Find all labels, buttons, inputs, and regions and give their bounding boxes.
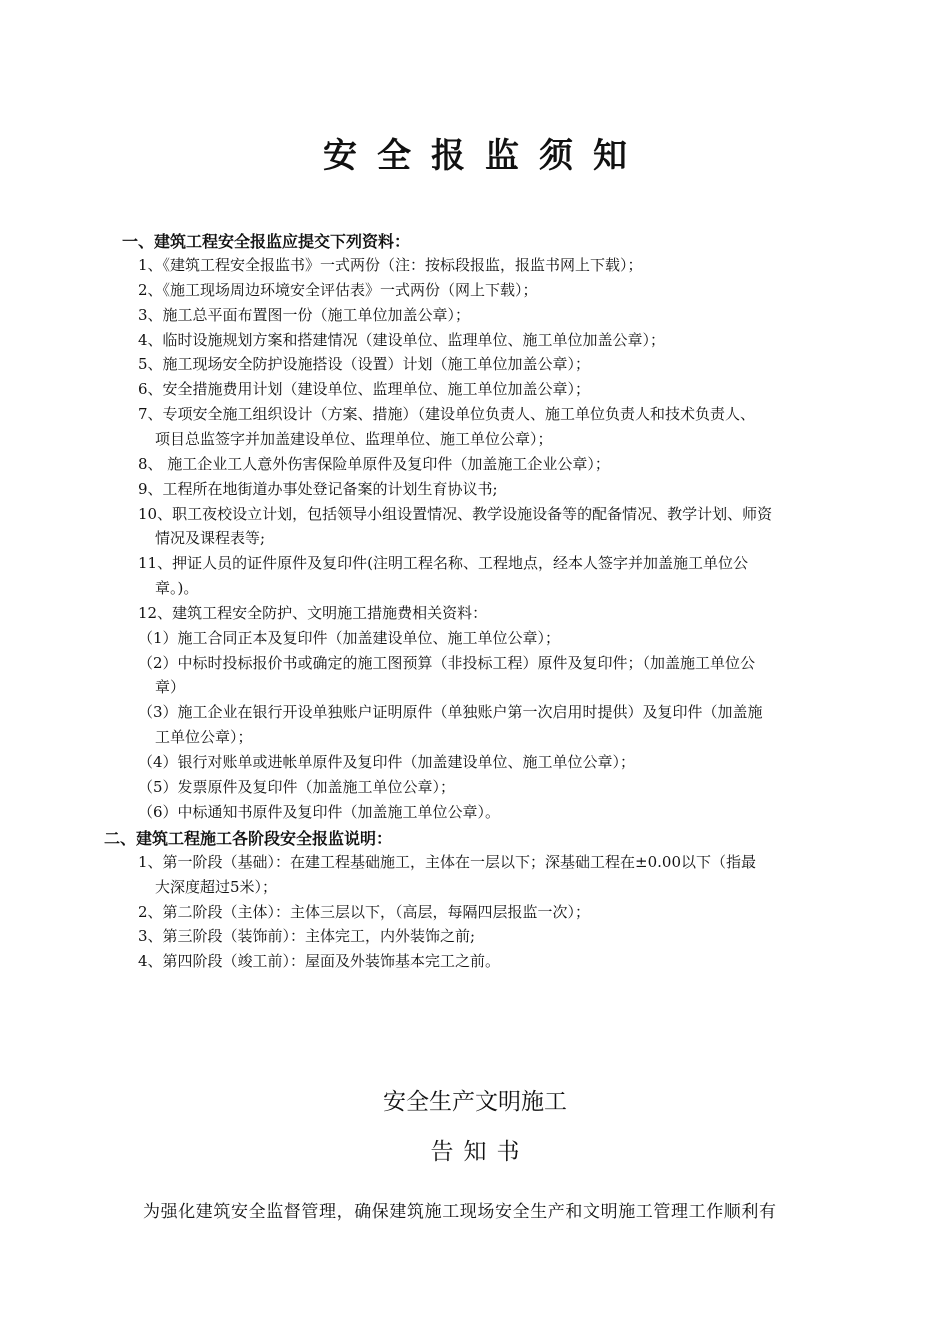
section1-line: 工单位公章）；	[155, 728, 253, 746]
section1-heading: 一、建筑工程安全报监应提交下列资料：	[122, 232, 411, 251]
section1-line: （6）中标通知书原件及复印件（加盖施工单位公章）。	[138, 803, 501, 821]
section1-line: 6、安全措施费用计划（建设单位、监理单位、施工单位加盖公章）；	[138, 380, 591, 398]
section2-line: 1、第一阶段（基础）：在建工程基础施工，主体在一层以下；深基础工程在±0.00以下（指最	[138, 853, 757, 871]
section1-line: （3）施工企业在银行开设单独账户证明原件（单独账户第一次启用时提供）及复印件（加盖施	[138, 703, 763, 721]
section1-line: 9、工程所在地街道办事处登记备案的计划生育协议书;	[138, 480, 498, 498]
section1-line: 章。)。	[155, 579, 199, 597]
section1-line: 7、专项安全施工组织设计（方案、措施）（建设单位负责人、施工单位负责人和技术负责人、	[138, 405, 756, 423]
section2-line: 2、第二阶段（主体）：主体三层以下，（高层，每隔四层报监一次）；	[138, 903, 591, 921]
section2-line: 3、第三阶段（装饰前）：主体完工，内外装饰之前;	[138, 927, 476, 945]
section1-line: 1、《建筑工程安全报监书》一式两份（注：按标段报监，报监书网上下载）；	[138, 256, 643, 274]
section2-line: 4、第四阶段（竣工前）：屋面及外装饰基本完工之前。	[138, 952, 501, 970]
section1-line: （5）发票原件及复印件（加盖施工单位公章）；	[138, 778, 456, 796]
section1-line: 10、职工夜校设立计划，包括领导小组设置情况、教学设施设备等的配备情况、教学计划、师资	[138, 505, 773, 523]
section1-line: （4）银行对账单或进帐单原件及复印件（加盖建设单位、施工单位公章）；	[138, 753, 636, 771]
section1-line: （2）中标时投标报价书或确定的施工图预算（非投标工程）原件及复印件；（加盖施工单位公	[138, 654, 756, 672]
section1-line: （1）施工合同正本及复印件（加盖建设单位、施工单位公章）；	[138, 629, 561, 647]
section1-line: 项目总监签字并加盖建设单位、监理单位、施工单位公章）；	[155, 430, 553, 448]
section1-line: 5、施工现场安全防护设施搭设（设置）计划（施工单位加盖公章）；	[138, 355, 591, 373]
section2-line: 大深度超过5米）；	[155, 878, 278, 896]
notice-subtitle: 告知书	[430, 1139, 530, 1165]
notice-paragraph: 为强化建筑安全监督管理，确保建筑施工现场安全生产和文明施工管理工作顺利有	[143, 1202, 777, 1222]
section1-line: 3、施工总平面布置图一份（施工单位加盖公章）；	[138, 306, 471, 324]
section1-line: 11、押证人员的证件原件及复印件(注明工程名称、工程地点，经本人签字并加盖施工单位公	[138, 554, 748, 572]
section1-line: 8、 施工企业工人意外伤害保险单原件及复印件（加盖施工企业公章）；	[138, 455, 610, 473]
section1-line: 4、临时设施规划方案和搭建情况（建设单位、监理单位、施工单位加盖公章）；	[138, 331, 666, 349]
section1-line: 章）	[155, 678, 186, 696]
section2-heading: 二、建筑工程施工各阶段安全报监说明：	[104, 829, 393, 848]
notice-title: 安全生产文明施工	[383, 1089, 567, 1115]
section1-line: 情况及课程表等;	[155, 529, 266, 547]
section1-line: 12、建筑工程安全防护、文明施工措施费相关资料：	[138, 604, 488, 622]
section1-line: 2、《施工现场周边环境安全评估表》一式两份（网上下载）；	[138, 281, 538, 299]
document-title: 安全报监须知	[323, 136, 647, 176]
